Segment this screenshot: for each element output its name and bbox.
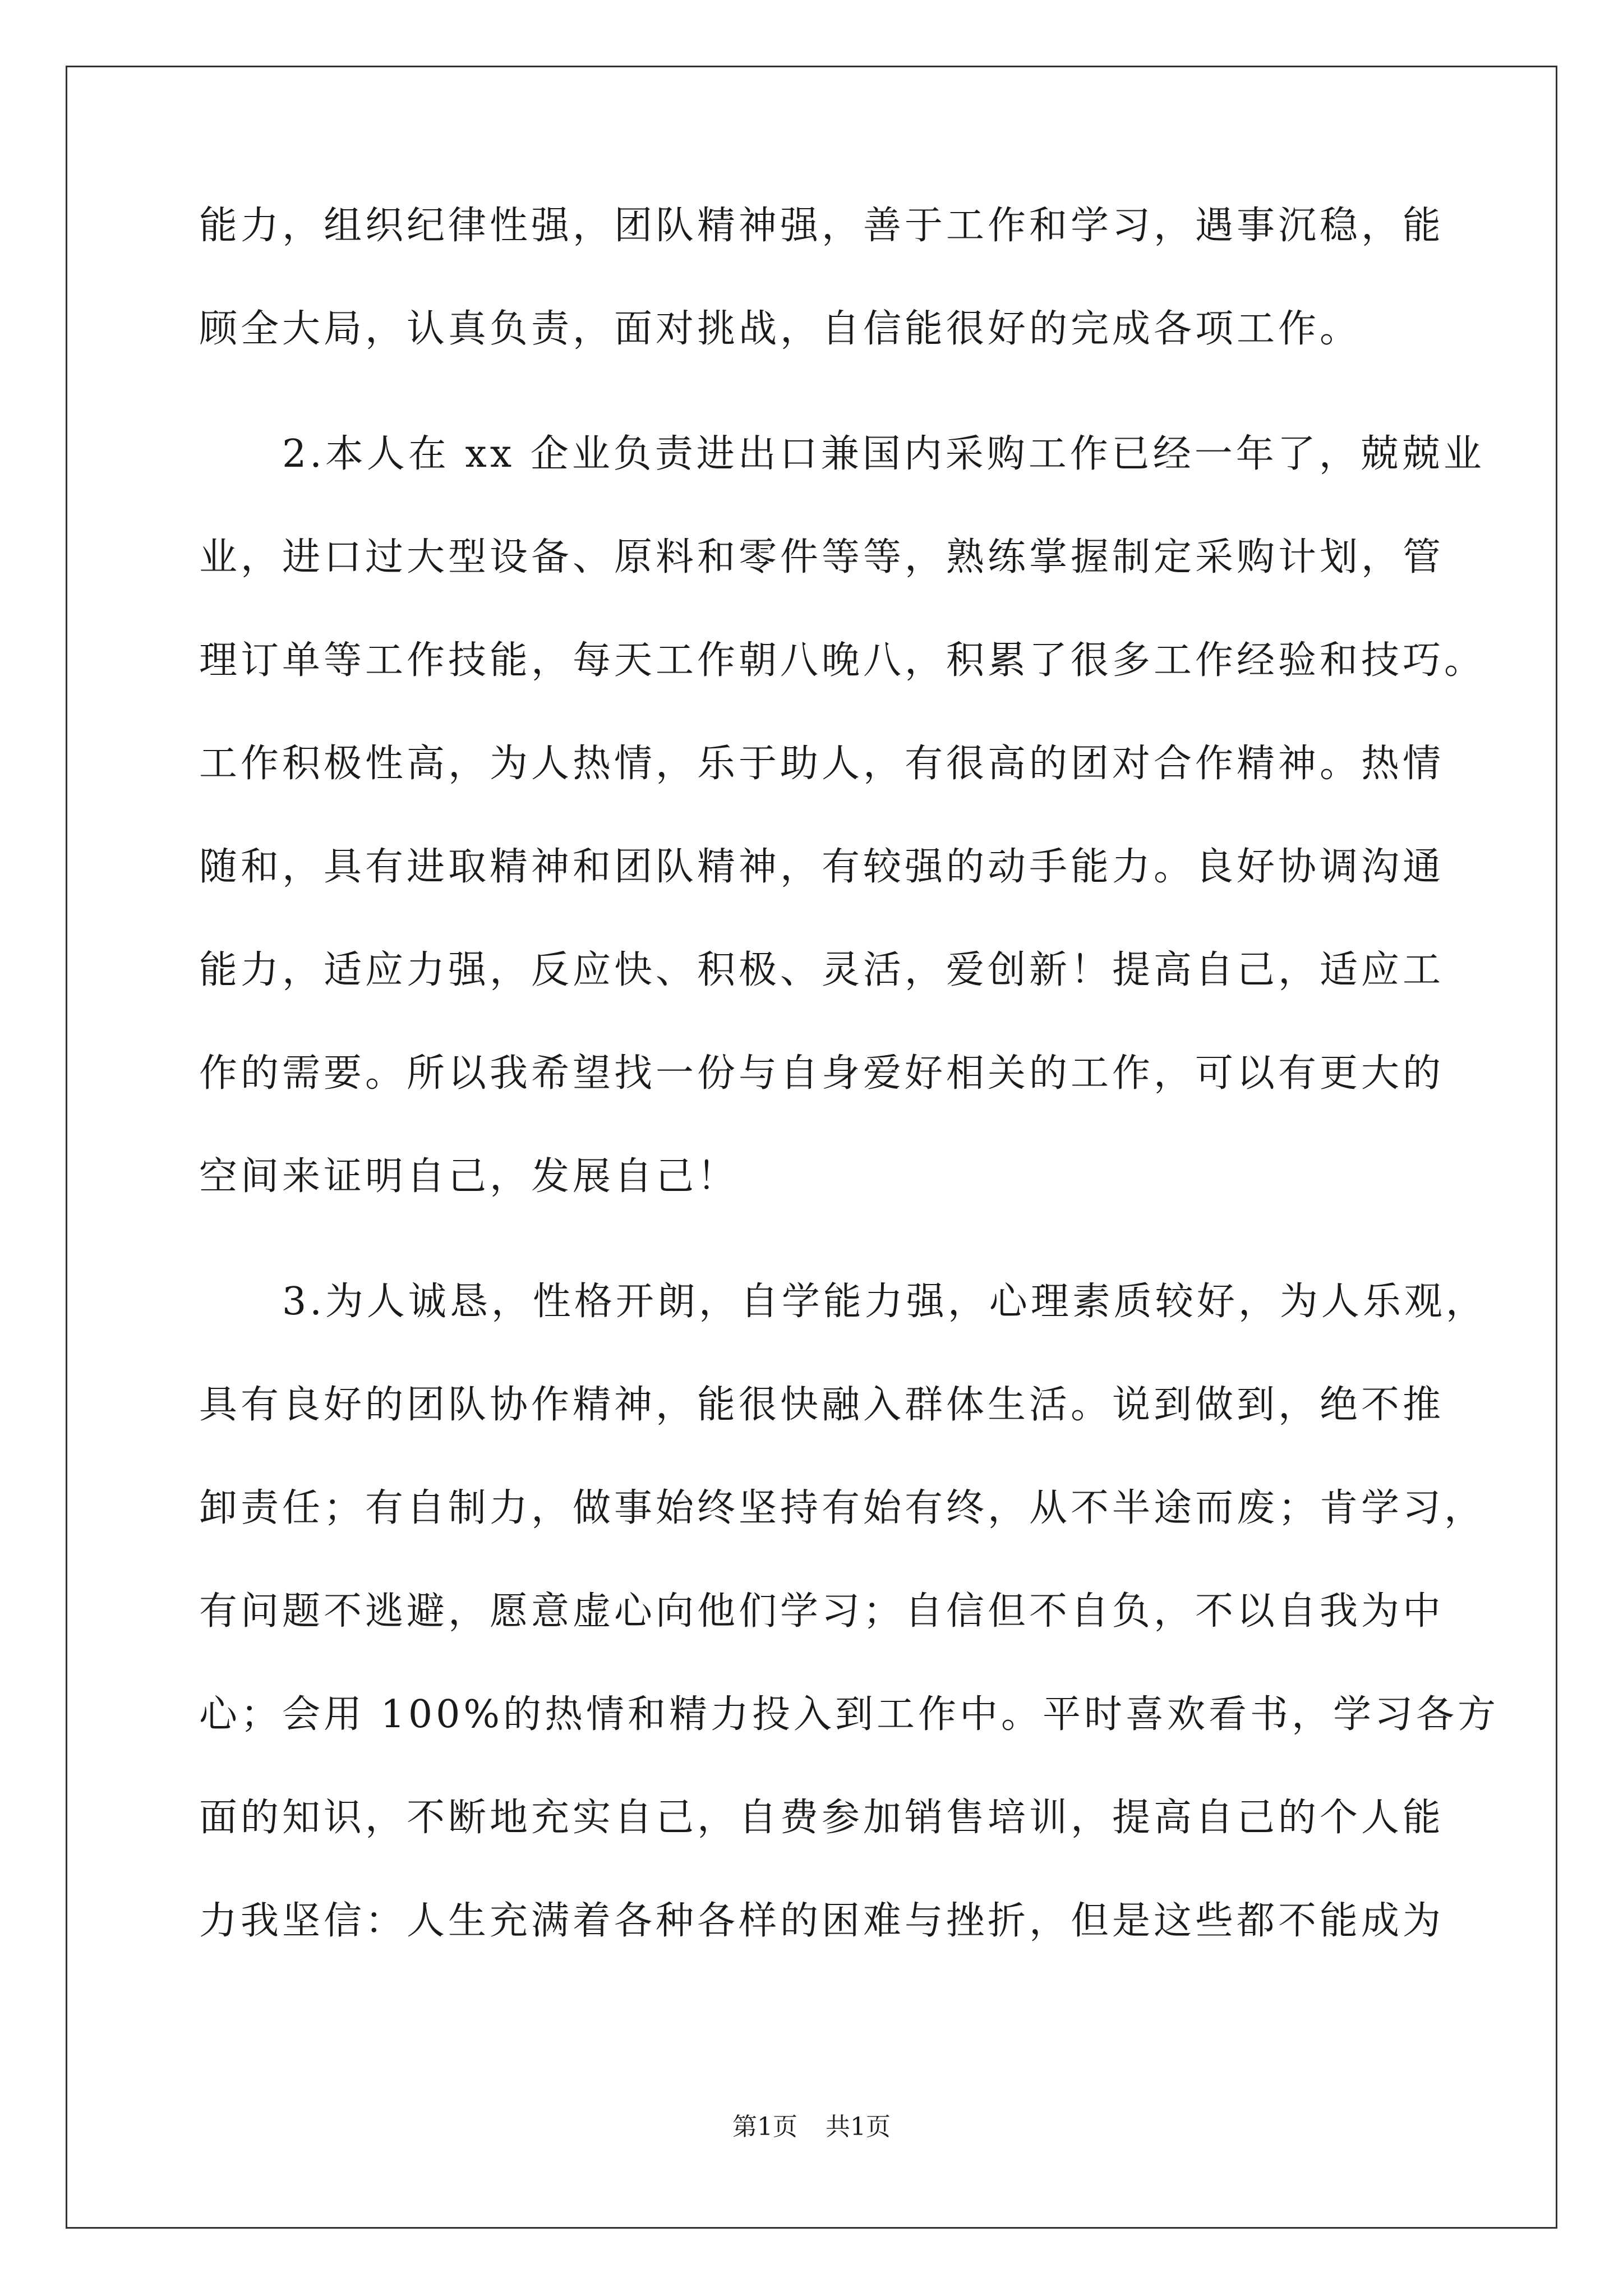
page-number: 第1页 — [732, 2113, 797, 2141]
text-line: 作的需要。所以我希望找一份与自身爱好相关的工作，可以有更大的 — [199, 1051, 1445, 1096]
paragraph-3 — [199, 1280, 1500, 2002]
text-line: 能力，适应力强，反应快、积极、灵活，爱创新！提高自己，适应工 — [199, 948, 1445, 992]
paragraph-gap — [199, 1258, 1438, 1280]
paragraph-1 — [199, 204, 1445, 410]
text-line: 空间来证明自己，发展自己！ — [199, 1154, 739, 1199]
document-body — [199, 204, 1500, 2002]
text-line: 3.为人诚恳，性格开朗，自学能力强，心理素质较好，为人乐观， — [199, 1280, 1487, 1324]
text-line: 业，进口过大型设备、原料和零件等等，熟练掌握制定采购计划，管 — [199, 535, 1445, 579]
paragraph-2 — [199, 432, 1486, 1258]
text-line: 具有良好的团队协作精神，能很快融入群体生活。说到做到，绝不推 — [199, 1383, 1445, 1427]
text-line: 有问题不逃避，愿意虚心向他们学习；自信但不自负，不以自我为中 — [199, 1589, 1445, 1634]
text-line: 卸责任；有自制力，做事始终坚持有始有终，从不半途而废；肯学习， — [199, 1486, 1486, 1530]
text-line: 顾全大局，认真负责，面对挑战，自信能很好的完成各项工作。 — [199, 307, 1362, 351]
page-total: 共1页 — [826, 2113, 891, 2141]
text-line: 理订单等工作技能，每天工作朝八晚八，积累了很多工作经验和技巧。 — [199, 638, 1486, 683]
text-line: 力我坚信：人生充满着各种各样的困难与挫折，但是这些都不能成为 — [199, 1899, 1445, 1943]
text-line: 能力，组织纪律性强，团队精神强，善于工作和学习，遇事沉稳，能 — [199, 204, 1445, 248]
page-footer — [0, 2106, 1623, 2142]
paragraph-gap — [199, 410, 1438, 432]
text-line: 随和，具有进取精神和团队精神，有较强的动手能力。良好协调沟通 — [199, 845, 1445, 889]
text-line: 面的知识，不断地充实自己，自费参加销售培训，提高自己的个人能 — [199, 1796, 1445, 1840]
text-line: 心；会用 100%的热情和精力投入到工作中。平时喜欢看书，学习各方 — [199, 1692, 1500, 1737]
text-line: 工作积极性高，为人热情，乐于助人，有很高的团对合作精神。热情 — [199, 742, 1445, 786]
text-line: 2.本人在 xx 企业负责进出口兼国内采购工作已经一年了，兢兢业 — [199, 432, 1485, 476]
